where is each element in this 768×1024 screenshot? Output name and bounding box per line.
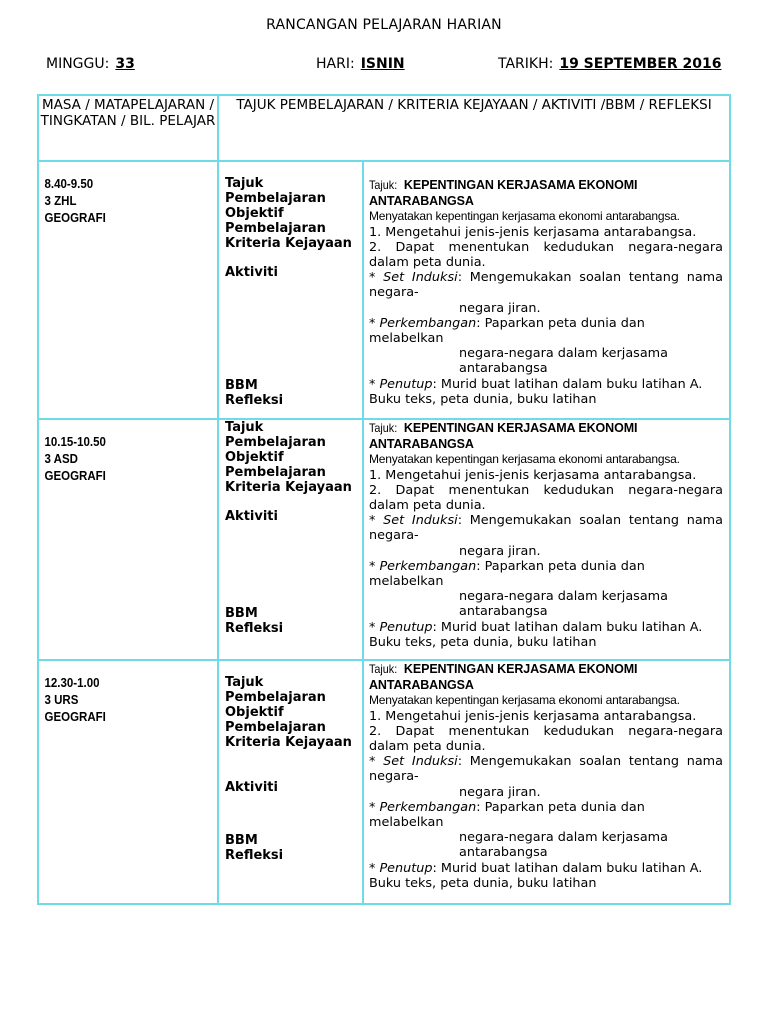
- perkembangan-cont: negara-negara dalam kerjasama: [459, 589, 668, 605]
- session-class: 3 URS: [44, 693, 79, 707]
- topic: Tajuk: KEPENTINGAN KERJASAMA EKONOMI ANTARABANGSA: [369, 178, 638, 209]
- content-cell: [363, 161, 730, 419]
- perkembangan-cont: negara-negara dalam kerjasama: [459, 830, 668, 846]
- objective: Menyatakan kepentingan kerjasama ekonomi antarabangsa.: [369, 452, 680, 467]
- label-kriteria: Kriteria Kejayaan: [225, 236, 352, 251]
- header-col-tajuk: TAJUK PEMBELAJARAN / KRITERIA KEJAYAAN / AKTIVITI /BBM / REFLEKSI: [218, 95, 730, 161]
- label-pembelajaran: Pembelajaran: [225, 690, 326, 705]
- criteria-2: 2. Dapat menentukan kedudukan negara-negara dalam peta dunia.: [369, 239, 723, 271]
- label-aktiviti: Aktiviti: [225, 509, 278, 524]
- session-subject: GEOGRAFI: [44, 211, 106, 225]
- perkembangan: * Perkembangan: Paparkan peta dunia dan melabelkan: [369, 315, 645, 347]
- bbm-text: Buku teks, peta dunia, buku latihan: [369, 391, 597, 407]
- table-row: [38, 660, 730, 904]
- topic: Tajuk: KEPENTINGAN KERJASAMA EKONOMI ANTARABANGSA: [369, 662, 638, 693]
- topic: Tajuk: KEPENTINGAN KERJASAMA EKONOMI ANTARABANGSA: [369, 421, 638, 452]
- label-objektif: Objektif: [225, 705, 284, 720]
- set-induksi-cont: negara jiran.: [459, 784, 541, 800]
- criteria-1: 1. Mengetahui jenis-jenis kerjasama antarabangsa.: [369, 224, 697, 240]
- session-cell: [38, 419, 218, 660]
- perkembangan-cont: negara-negara dalam kerjasama: [459, 346, 668, 362]
- session-cell: [38, 161, 218, 419]
- label-refleksi: Refleksi: [225, 393, 284, 408]
- label-bbm: BBM: [225, 833, 258, 848]
- labels-cell: [218, 660, 363, 904]
- label-aktiviti: Aktiviti: [225, 265, 278, 280]
- label-pembelajaran: Pembelajaran: [225, 221, 326, 236]
- bbm-text: Buku teks, peta dunia, buku latihan: [369, 634, 597, 650]
- set-induksi-cont: negara jiran.: [459, 543, 541, 559]
- content-cell: [363, 419, 730, 660]
- perkembangan: * Perkembangan: Paparkan peta dunia dan melabelkan: [369, 799, 645, 831]
- hari-value: ISNIN: [360, 56, 405, 72]
- label-objektif: Objektif: [225, 450, 284, 465]
- criteria-2: 2. Dapat menentukan kedudukan negara-negara dalam peta dunia.: [369, 482, 723, 514]
- criteria-1: 1. Mengetahui jenis-jenis kerjasama antarabangsa.: [369, 708, 697, 724]
- header-col-masa: MASA / MATAPELAJARAN / TINGKATAN / BIL. PELAJAR: [38, 95, 218, 161]
- perkembangan-cont: antarabangsa: [459, 845, 548, 861]
- label-bbm: BBM: [225, 606, 258, 621]
- perkembangan: * Perkembangan: Paparkan peta dunia dan melabelkan: [369, 558, 645, 590]
- minggu-field: [46, 56, 135, 72]
- set-induksi: * Set Induksi: Mengemukakan soalan tentang nama negara-: [369, 270, 723, 301]
- perkembangan-cont: antarabangsa: [459, 361, 548, 377]
- label-bbm: BBM: [225, 378, 258, 393]
- label-kriteria: Kriteria Kejayaan: [225, 735, 352, 750]
- label-pembelajaran: Pembelajaran: [225, 191, 326, 206]
- lesson-plan-table: [37, 94, 731, 905]
- label-aktiviti: Aktiviti: [225, 780, 278, 795]
- set-induksi-cont: negara jiran.: [459, 300, 541, 316]
- page-title: RANCANGAN PELAJARAN HARIAN: [266, 17, 502, 33]
- criteria-2: 2. Dapat menentukan kedudukan negara-negara dalam peta dunia.: [369, 723, 723, 755]
- objective: Menyatakan kepentingan kerjasama ekonomi antarabangsa.: [369, 209, 680, 224]
- labels-cell: [218, 419, 363, 660]
- session-class: 3 ASD: [44, 452, 78, 466]
- criteria-1: 1. Mengetahui jenis-jenis kerjasama antarabangsa.: [369, 467, 697, 483]
- label-kriteria: Kriteria Kejayaan: [225, 480, 352, 495]
- label-pembelajaran: Pembelajaran: [225, 465, 326, 480]
- table-row: [38, 419, 730, 660]
- session-time: 10.15-10.50: [44, 435, 106, 449]
- penutup: * Penutup: Murid buat latihan dalam buku latihan A.: [369, 376, 703, 392]
- session-class: 3 ZHL: [44, 194, 77, 208]
- label-pembelajaran: Pembelajaran: [225, 435, 326, 450]
- label-refleksi: Refleksi: [225, 848, 284, 863]
- content-cell: [363, 660, 730, 904]
- session-subject: GEOGRAFI: [44, 469, 106, 483]
- perkembangan-cont: antarabangsa: [459, 604, 548, 620]
- objective: Menyatakan kepentingan kerjasama ekonomi antarabangsa.: [369, 693, 680, 708]
- session-time: 8.40-9.50: [44, 177, 94, 191]
- label-objektif: Objektif: [225, 206, 284, 221]
- tarikh-value: 19 SEPTEMBER 2016: [559, 56, 722, 72]
- session-time: 12.30-1.00: [44, 676, 100, 690]
- label-pembelajaran: Pembelajaran: [225, 720, 326, 735]
- hari-label: HARI:: [316, 56, 355, 72]
- table-row: [38, 161, 730, 419]
- session-cell: [38, 660, 218, 904]
- tarikh-field: [498, 56, 722, 72]
- bbm-text: Buku teks, peta dunia, buku latihan: [369, 875, 597, 891]
- minggu-value: 33: [115, 56, 135, 72]
- label-tajuk: Tajuk: [225, 675, 264, 690]
- label-tajuk: Tajuk: [225, 176, 264, 191]
- label-refleksi: Refleksi: [225, 621, 284, 636]
- penutup: * Penutup: Murid buat latihan dalam buku latihan A.: [369, 860, 703, 876]
- label-tajuk: Tajuk: [225, 420, 264, 435]
- labels-cell: [218, 161, 363, 419]
- minggu-label: MINGGU:: [46, 56, 110, 72]
- penutup: * Penutup: Murid buat latihan dalam buku latihan A.: [369, 619, 703, 635]
- set-induksi: * Set Induksi: Mengemukakan soalan tentang nama negara-: [369, 754, 723, 785]
- hari-field: [316, 56, 405, 72]
- tarikh-label: TARIKH:: [498, 56, 554, 72]
- set-induksi: * Set Induksi: Mengemukakan soalan tentang nama negara-: [369, 513, 723, 544]
- session-subject: GEOGRAFI: [44, 710, 106, 724]
- table-header-row: [38, 95, 730, 161]
